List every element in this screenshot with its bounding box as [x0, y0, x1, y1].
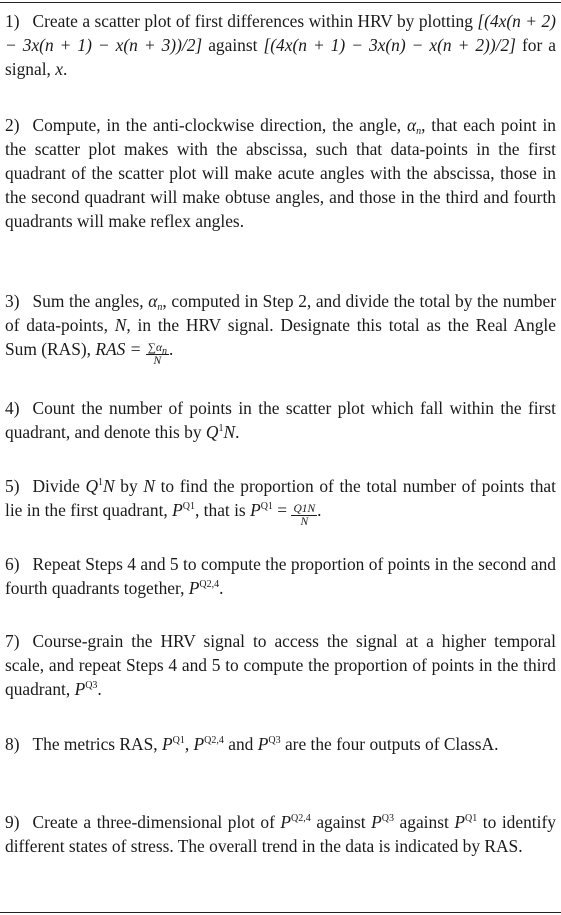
- step-text: for a signal,: [5, 35, 556, 79]
- variable: N: [114, 315, 127, 335]
- step-7: 7) Course-grain the HRV signal to access the signal at a higher temporal scale, and repeat Steps 4 and 5 to compute the proportion of points in the third quadrant, $P^{Q3}$.: [5, 631, 556, 699]
- step-text: , that each point in the scatter plot makes with the abscissa, such that data-points in the first quadrant of the scatter plot will make acute angles with the abscissa, those in the second quadrant will make obtuse angles, and those in the third and fourth quadrants will make reflex angles.: [5, 115, 556, 231]
- step-text: to find the proportion of the total number of points that lie in the first quadrant,: [5, 476, 556, 520]
- variable: α: [406, 115, 417, 135]
- variable: $P^{Q2,4}$: [193, 734, 224, 754]
- step-text: Count the number of points in the scatter plot which fall within the first quadrant, and denote this by: [5, 398, 556, 442]
- step-text: The metrics RAS,: [32, 734, 158, 754]
- step-text: Repeat Steps 4 and 5 to compute the proportion of points in the second and fourth quadrants together,: [5, 554, 556, 598]
- variable: $P^{Q1}$: [454, 812, 478, 832]
- step-text: , computed in Step 2, and divide the total by the number of data-points,: [5, 291, 556, 335]
- variable: $P^{Q2,4}$: [188, 578, 220, 598]
- step-number: 4): [5, 398, 20, 418]
- formula: RAS =: [95, 339, 142, 359]
- step-6: 6) Repeat Steps 4 and 5 to compute the proportion of points in the second and fourth quadrants together, $P^{Q2,4}$.: [5, 554, 556, 598]
- step-number: 3): [5, 291, 20, 311]
- step-text: are the four outputs of ClassA.: [284, 734, 499, 754]
- step-3: 3) Sum the angles, $\alpha_n$, computed in Step 2, and divide the total by the number of data-points, N, in the HRV signal. Designate this total as the Real Angle Sum (RAS), RAS = $\frac{\sum\alpha n}{N}$ .: [5, 291, 556, 367]
- fraction: $\frac{Q1N}{N}$: [293, 503, 316, 528]
- variable: $Q^1N$: [85, 476, 115, 496]
- step-text: Sum the angles,: [32, 291, 144, 311]
- step-text: Compute, in the anti-clockwise direction, the angle,: [32, 115, 402, 135]
- step-text: Course-grain the HRV signal to access the signal at a higher temporal scale, and repeat Steps 4 and 5 to compute the proportion of points in the third quadrant,: [5, 631, 556, 699]
- step-number: 2): [5, 115, 20, 135]
- variable: $Q^1N$: [205, 422, 236, 442]
- step-text: against: [208, 35, 258, 55]
- step-number: 9): [5, 812, 20, 832]
- variable: N: [143, 476, 155, 496]
- step-text: Create a scatter plot of first differences within HRV by plotting: [32, 11, 473, 31]
- variable: $P^{Q3}$: [371, 812, 394, 832]
- step-number: 8): [5, 734, 20, 754]
- step-number: 5): [5, 476, 20, 496]
- step-text: Divide: [32, 476, 80, 496]
- step-text: , in the HRV signal. Designate this total as the Real Angle Sum (RAS),: [5, 315, 556, 359]
- variable: α: [148, 291, 158, 311]
- step-8: 8) The metrics RAS, $P^{Q1}$, $P^{Q2,4}$ and $P^{Q3}$ are the four outputs of ClassA.: [5, 734, 499, 754]
- variable: $P^{Q2,4}$: [280, 812, 311, 832]
- formula: [(4x(n + 2) − 3x(n + 1) − x(n + 3))/2]: [5, 11, 556, 55]
- step-1: 1) Create a scatter plot of first differences within HRV by plotting [(4x(n + 2) − 3x(n + 1) − x(n + 3))/2] against [(4x(n + 1) − 3x(n) − x(n + 2))/2] for a signal, x.: [5, 11, 556, 79]
- step-number: 6): [5, 554, 20, 574]
- step-number: 7): [5, 631, 20, 651]
- variable: $P^{Q1}$: [172, 500, 195, 520]
- bottom-rule: [0, 912, 561, 913]
- variable: $P^{Q1}$: [250, 500, 273, 520]
- variable: $P^{Q1}$: [161, 734, 185, 754]
- variable: $P^{Q3}$: [257, 734, 281, 754]
- fraction: $\frac{\sum\alpha n}{N}$: [147, 342, 168, 367]
- step-5: 5) Divide $Q^1N$ by N to find the proportion of the total number of points that lie in the first quadrant, $P^{Q1}$, that is $P^{Q1}$ = $\frac{Q1N}{N}$ .: [5, 476, 556, 528]
- formula: [(4x(n + 1) − 3x(n) − x(n + 2))/2]: [263, 35, 516, 55]
- variable: x: [55, 59, 63, 79]
- step-9: 9) Create a three-dimensional plot of $P^{Q2,4}$ against $P^{Q3}$ against $P^{Q1}$ to identify different states of stress. The overall trend in the data is indicated by RAS.: [5, 812, 556, 856]
- step-number: 1): [5, 11, 20, 31]
- step-4: 4) Count the number of points in the scatter plot which fall within the first quadrant, and denote this by $Q^1N$.: [5, 398, 556, 442]
- step-text: Create a three-dimensional plot of: [32, 812, 275, 832]
- variable: $P^{Q3}$: [74, 679, 98, 699]
- step-text: to identify different states of stress. The overall trend in the data is indicated by RAS.: [5, 812, 556, 856]
- step-2: 2) Compute, in the anti-clockwise direction, the angle, $\alpha_n$, that each point in the scatter plot makes with the abscissa, such that data-points in the first quadrant of the scatter plot will make acute angles with the abscissa, those in the second quadrant will make obtuse angles, and those in the third and fourth quadrants will make reflex angles.: [5, 115, 556, 231]
- top-rule: [0, 2, 561, 3]
